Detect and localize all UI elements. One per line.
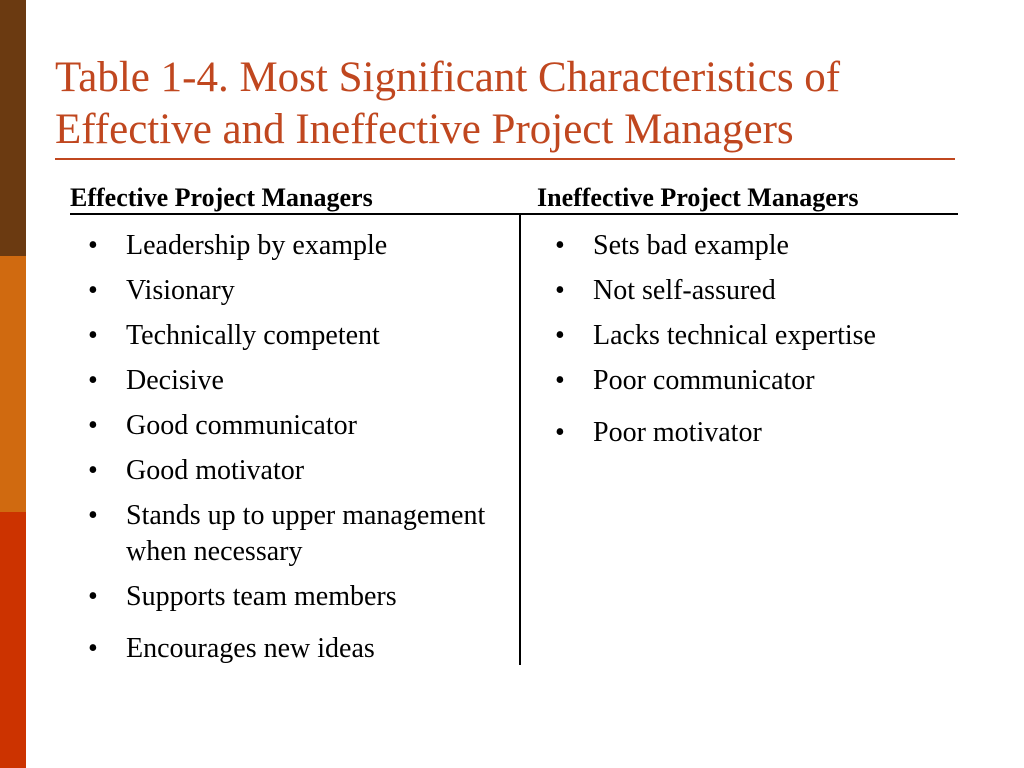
side-bar-middle-segment: [0, 256, 26, 512]
side-bar-bottom-segment: [0, 512, 26, 768]
effective-traits-list: [88, 228, 488, 676]
list-item-text: Poor motivator: [593, 417, 762, 448]
column-divider-line: [519, 213, 521, 665]
list-item-text: Sets bad example: [593, 230, 789, 261]
list-item-text: Not self-assured: [593, 275, 776, 306]
list-item-text: Stands up to upper management when necessary: [126, 500, 486, 567]
bullet-icon: •: [88, 581, 98, 612]
list-item: [88, 363, 488, 399]
list-item-text: Technically competent: [126, 320, 380, 351]
list-item: [88, 579, 488, 615]
list-item-text: Leadership by example: [126, 230, 388, 261]
list-item-text: Lacks technical expertise: [593, 320, 876, 351]
bullet-icon: •: [555, 365, 565, 396]
list-item: [555, 273, 975, 309]
bullet-icon: •: [88, 500, 98, 531]
ineffective-traits-list: [555, 228, 975, 460]
list-item: [555, 318, 975, 354]
list-item: [88, 453, 488, 489]
list-item: [88, 408, 488, 444]
bullet-icon: •: [88, 633, 98, 664]
list-item: [88, 318, 488, 354]
bullet-icon: •: [555, 417, 565, 448]
list-item: [88, 273, 488, 309]
list-item: [88, 631, 488, 667]
ineffective-column-header: Ineffective Project Managers: [537, 183, 859, 212]
bullet-icon: •: [88, 320, 98, 351]
bullet-icon: •: [88, 455, 98, 486]
bullet-icon: •: [88, 230, 98, 261]
bullet-icon: •: [88, 410, 98, 441]
list-item: [555, 228, 975, 264]
side-bar-top-segment: [0, 0, 26, 256]
list-item-text: Visionary: [126, 275, 235, 306]
title-underline: [55, 158, 955, 160]
list-item-text: Supports team members: [126, 581, 397, 612]
list-item-text: Encourages new ideas: [126, 633, 375, 664]
list-item: [88, 228, 488, 264]
bullet-icon: •: [88, 275, 98, 306]
list-item: [555, 363, 975, 399]
list-item-text: Poor communicator: [593, 365, 815, 396]
slide-title: Table 1-4. Most Significant Characteristics of Effective and Ineffective Project Managers: [55, 54, 841, 153]
list-item-text: Decisive: [126, 365, 224, 396]
header-divider-line: [70, 213, 958, 215]
list-item-text: Good communicator: [126, 410, 357, 441]
bullet-icon: •: [555, 275, 565, 306]
list-item-text: Good motivator: [126, 455, 305, 486]
bullet-icon: •: [88, 365, 98, 396]
bullet-icon: •: [555, 230, 565, 261]
effective-column-header: Effective Project Managers: [70, 183, 373, 212]
bullet-icon: •: [555, 320, 565, 351]
list-item: [555, 415, 975, 451]
list-item: [88, 498, 488, 570]
